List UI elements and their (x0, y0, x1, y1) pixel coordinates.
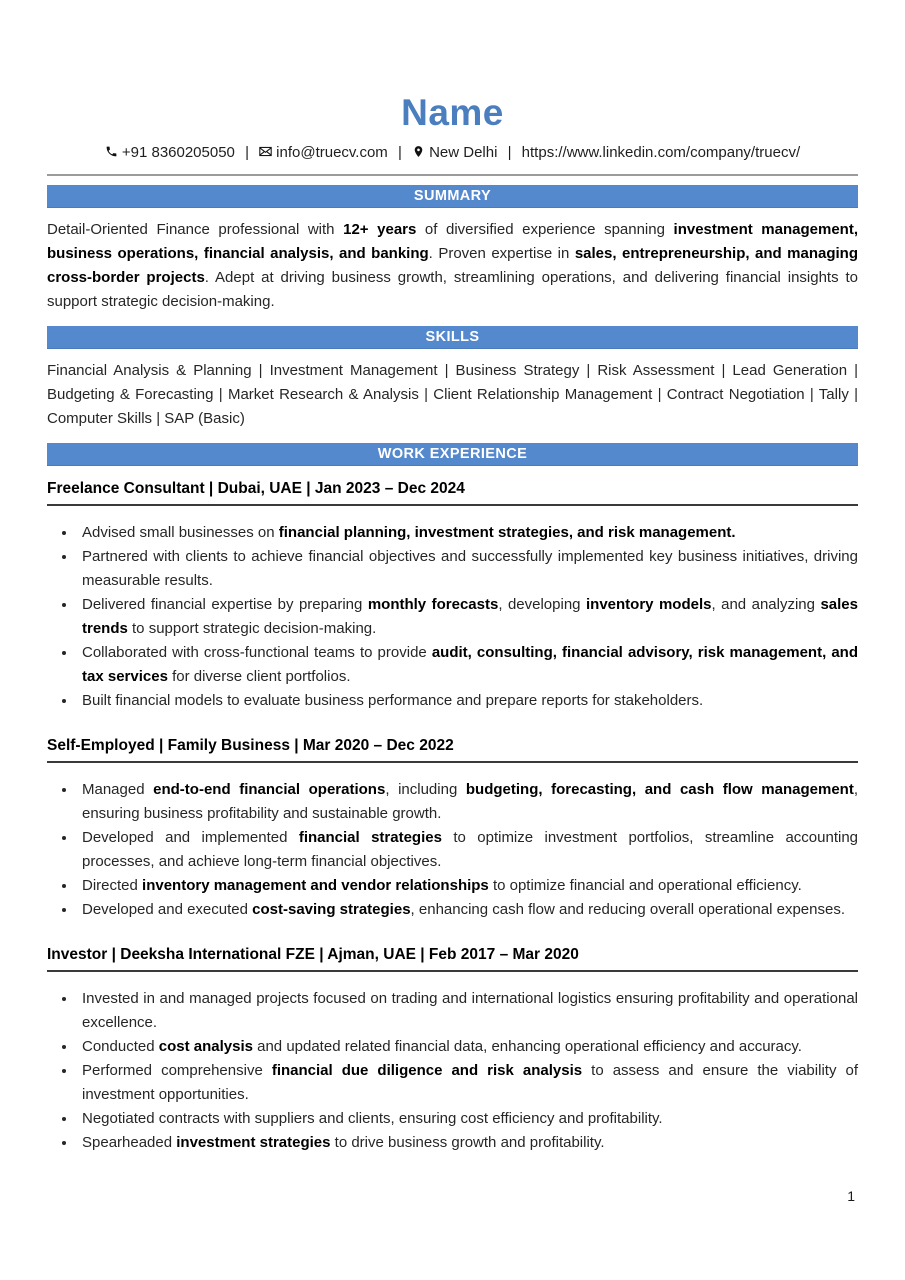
job-bullet: • Spearheaded investment strategies to drive business growth and profitability. (77, 1131, 858, 1155)
phone-icon (105, 145, 118, 158)
contact-separator: | (507, 144, 512, 161)
job-bullet: • Performed comprehensive financial due diligence and risk analysis to assess and ensure the viability of investment opportunities. (77, 1059, 858, 1107)
job-bullet: • Managed end-to-end financial operations, including budgeting, forecasting, and cash flow management, ensuring business profitability and sustainable growth. (77, 778, 858, 826)
section-header-work-experience (47, 443, 858, 466)
summary-paragraph: Detail-Oriented Finance professional with 12+ years of diversified experience spanning investment management, business operations, financial analysis, and banking. Proven expertise in sales, entrepreneurship, and managing cross-border projects. Adept at driving business growth, streamlining operations, and delivering financial insights to support strategic decision-making. (47, 221, 859, 310)
job-bullet: • Developed and executed cost-saving strategies, enhancing cash flow and reducing overall operational expenses. (77, 898, 858, 922)
contact-email-text: info@truecv.com (276, 144, 388, 161)
section-header-summary (47, 185, 858, 208)
contact-email (259, 144, 392, 161)
job-bullet: • Developed and implemented financial strategies to optimize investment portfolios, streamline accounting processes, and achieve long-term financial objectives. (77, 826, 858, 874)
page-number: 1 (847, 1188, 855, 1204)
job-bullet: • Advised small businesses on financial planning, investment strategies, and risk management. (77, 521, 858, 545)
resume-name-title: Name (401, 92, 504, 133)
location-pin-icon (412, 145, 425, 158)
contact-separator: | (397, 144, 402, 161)
work-experience-jobs (47, 466, 858, 1155)
job-bullet-list (47, 987, 858, 1155)
contact-location (412, 144, 502, 161)
skills-text: Financial Analysis & Planning | Investment Management | Business Strategy | Risk Assessment | Lead Generation | Budgeting & Forecasting | Market Research & Analysis | Client Relationship Management | Contract Negotiation | Tally | Computer Skills | SAP (Basic) (47, 362, 858, 427)
section-header-skills (47, 326, 858, 349)
job-bullet: • Delivered financial expertise by preparing monthly forecasts, developing inventory models, and analyzing sales trends to support strategic decision-making. (77, 593, 858, 641)
section-title: SUMMARY (413, 188, 492, 204)
job-bullet: • Negotiated contracts with suppliers and clients, ensuring cost efficiency and profitability. (77, 1107, 858, 1131)
job-bullet: • Collaborated with cross-functional teams to provide audit, consulting, financial advisory, risk management, and tax services for diverse client portfolios. (77, 641, 858, 689)
job-bullet: • Partnered with clients to achieve financial objectives and successfully implemented key business initiatives, driving measurable results. (77, 545, 858, 593)
contact-line (47, 144, 858, 161)
job-bullet: • Built financial models to evaluate business performance and prepare reports for stakeholders. (77, 689, 858, 713)
job-bullet-list (47, 521, 858, 713)
job-heading: Self-Employed | Family Business | Mar 2020 – Dec 2022 (47, 723, 858, 763)
section-title: WORK EXPERIENCE (377, 446, 528, 462)
section-title: SKILLS (425, 329, 480, 345)
job-heading: Investor | Deeksha International FZE | Ajman, UAE | Feb 2017 – Mar 2020 (47, 932, 858, 972)
contact-website-text: https://www.linkedin.com/company/truecv/ (521, 144, 801, 161)
contact-phone (105, 144, 239, 161)
contact-phone-text: +91 8360205050 (121, 144, 235, 161)
job-bullet: • Conducted cost analysis and updated related financial data, enhancing operational efficiency and accuracy. (77, 1035, 858, 1059)
contact-location-text: New Delhi (429, 144, 498, 161)
job-bullet: • Directed inventory management and vendor relationships to optimize financial and operational efficiency. (77, 874, 858, 898)
job-bullet: • Invested in and managed projects focused on trading and international logistics ensuring profitability and operational excellence. (77, 987, 858, 1035)
header-divider (47, 174, 858, 176)
job-heading: Freelance Consultant | Dubai, UAE | Jan 2023 – Dec 2024 (47, 466, 858, 506)
email-icon (259, 145, 272, 158)
contact-separator: | (245, 144, 249, 161)
job-bullet-list (47, 778, 858, 922)
